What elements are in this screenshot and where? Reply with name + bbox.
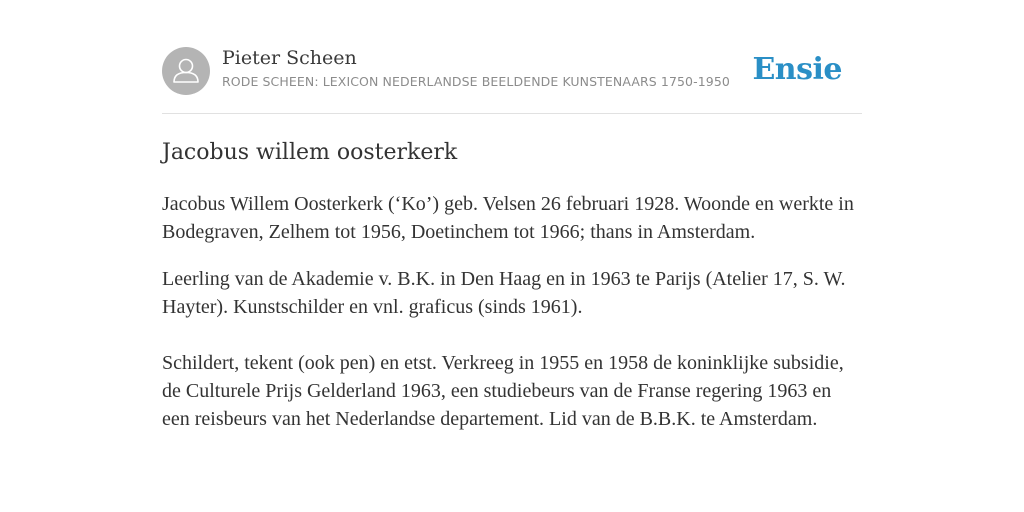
author-source[interactable]: RODE SCHEEN: LEXICON NEDERLANDSE BEELDENDE KUNSTENAARS 1750-1950: [222, 74, 730, 89]
page-title: Jacobus willem oosterkerk: [162, 140, 458, 165]
author-name[interactable]: Pieter Scheen: [222, 47, 357, 69]
article-card: [162, 0, 862, 512]
article-header: [162, 46, 862, 96]
paragraph-3: Schildert, tekent (ook pen) en etst. Verkreeg in 1955 en 1958 de koninklijke subsidie, de Culturele Prijs Gelderland 1963, een studiebeurs van de Franse regering 1963 en een reisbeurs van het Nederlandse departement. Lid van de B.B.K. te Amsterdam.: [162, 352, 844, 430]
user-silhouette-icon: [162, 47, 210, 95]
paragraph-2: Leerling van de Akademie v. B.K. in Den Haag en in 1963 te Parijs (Atelier 17, S. W. Hayter). Kunstschilder en vnl. graficus (sinds 1961).: [162, 268, 846, 318]
article-body: [162, 190, 862, 433]
paragraph-1: Jacobus Willem Oosterkerk (‘Ko’) geb. Velsen 26 februari 1928. Woonde en werkte in Bodegraven, Zelhem tot 1956, Doetinchem tot 1966; thans in Amsterdam.: [162, 193, 854, 243]
brand-logo[interactable]: Ensie: [752, 52, 842, 87]
header-divider: [162, 113, 862, 114]
avatar[interactable]: [162, 47, 210, 95]
